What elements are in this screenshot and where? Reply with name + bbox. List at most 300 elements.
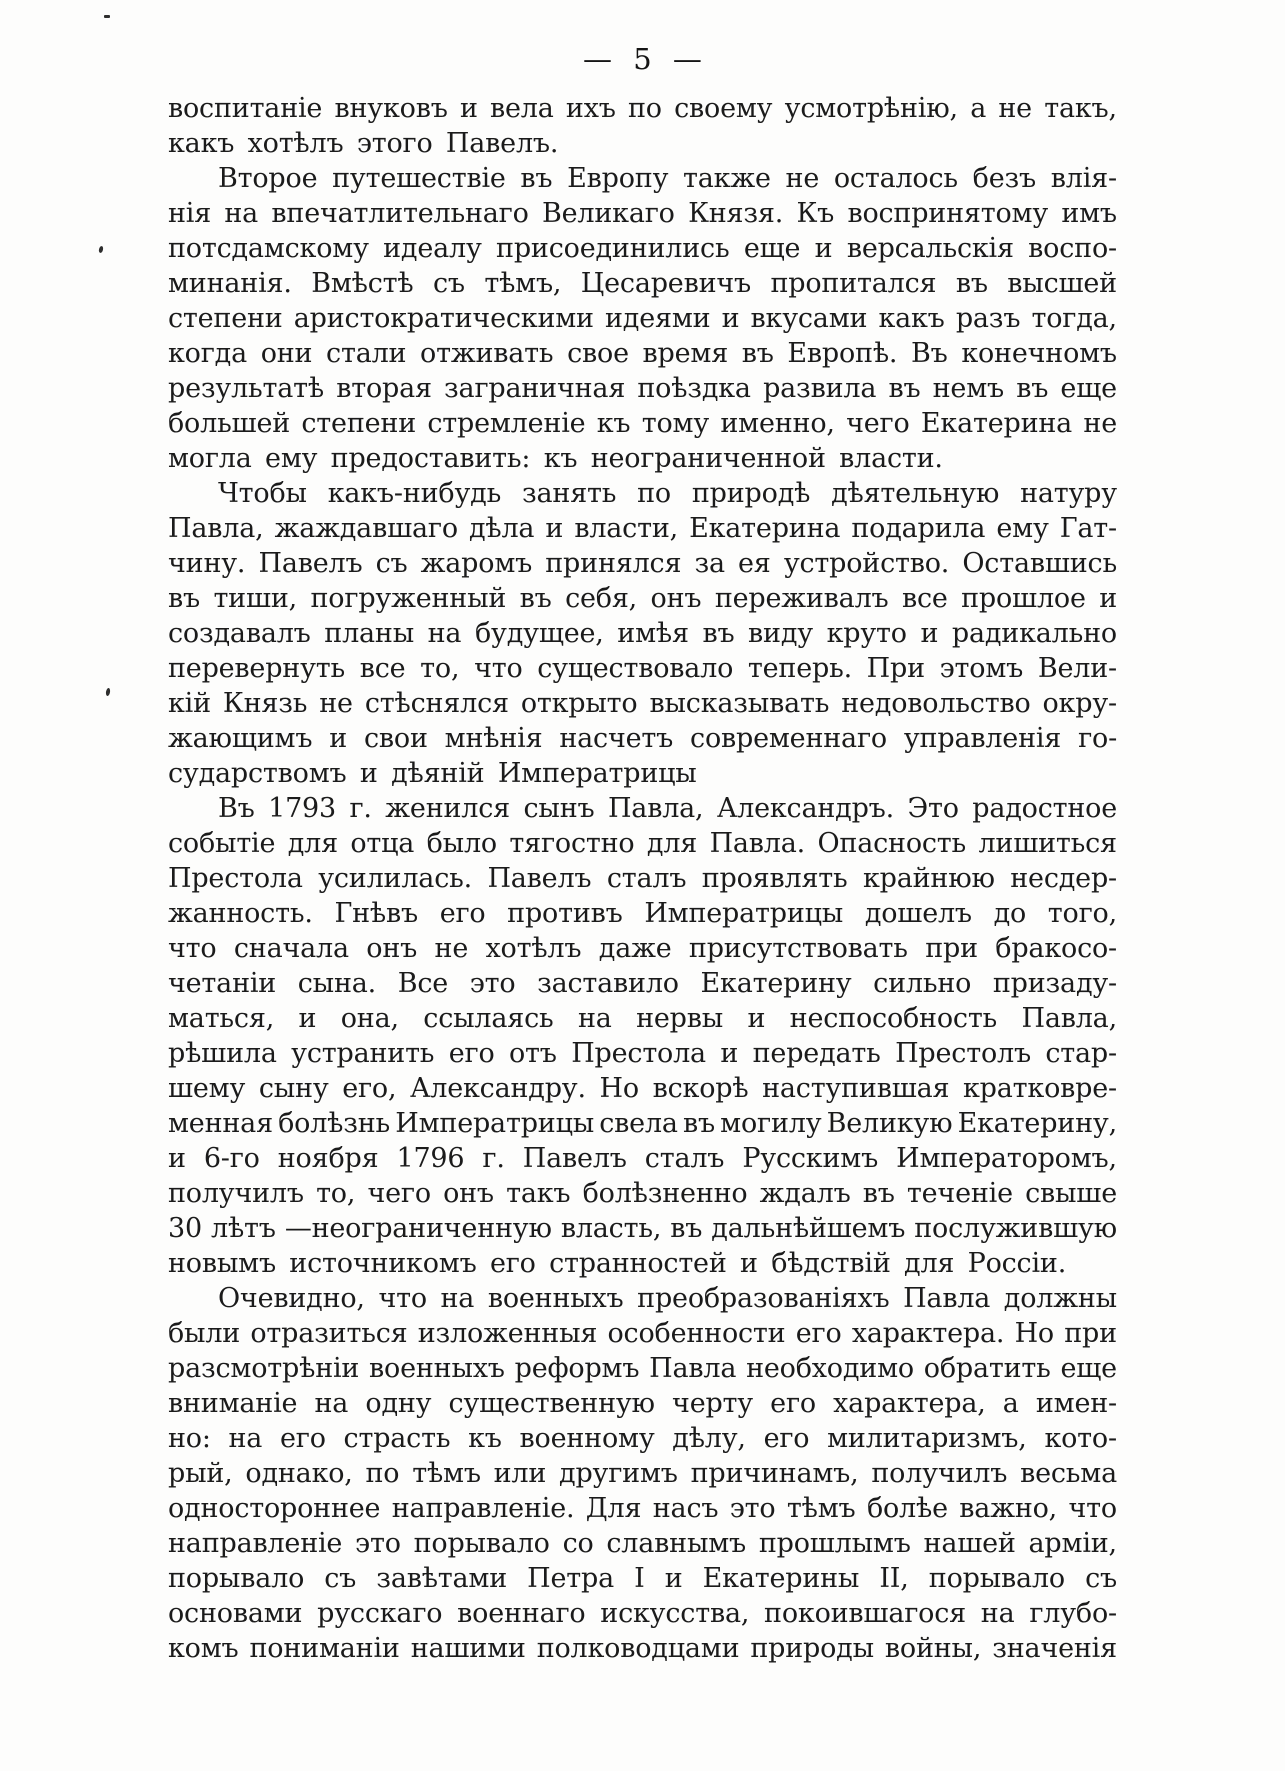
word: природы: [750, 1633, 874, 1664]
word: конечномъ: [961, 338, 1117, 369]
word: должны: [1003, 1283, 1117, 1314]
word: дѣлу,: [672, 1423, 746, 1454]
word: создавалъ: [168, 618, 311, 649]
text-line: [168, 301, 1117, 336]
word: пониманіи: [249, 1633, 400, 1664]
word: стѣснялся: [364, 688, 509, 719]
word: и: [545, 513, 564, 544]
word: Павелъ: [258, 548, 363, 579]
word: все: [359, 653, 406, 684]
word: послужившую: [914, 1213, 1117, 1244]
word: развила: [763, 373, 877, 404]
text-line: [168, 1351, 1117, 1386]
word: результатѣ: [168, 373, 324, 404]
word: съ: [432, 268, 465, 299]
word: направленіе: [168, 1528, 343, 1559]
word: рѣшила: [168, 1038, 277, 1069]
word: Престолъ: [895, 1038, 1031, 1069]
word: г.: [349, 793, 372, 824]
word: Князя.: [688, 198, 784, 229]
word: сначала: [233, 933, 349, 964]
word: сынъ: [523, 793, 595, 824]
text-line: [168, 511, 1117, 546]
word: пропитался: [770, 268, 937, 299]
word: при: [1064, 1318, 1117, 1349]
word: кій: [168, 688, 211, 719]
word: отца: [350, 828, 415, 859]
word: это: [729, 1493, 776, 1524]
word: на: [314, 1388, 349, 1419]
word: подарила: [851, 513, 986, 544]
word: высказывать: [649, 688, 830, 719]
text-line: [168, 266, 1117, 301]
word: ноября: [277, 1143, 379, 1174]
text-line: [168, 476, 1117, 511]
word: Екатерины: [702, 1563, 860, 1594]
word: сильно: [873, 968, 972, 999]
word: поѣздка: [637, 373, 751, 404]
word: Императрицы: [395, 1108, 595, 1139]
word: окру-: [1042, 688, 1117, 719]
word: свои: [363, 723, 428, 754]
word: дошелъ: [864, 898, 972, 929]
word: крайнюю: [862, 863, 995, 894]
word: и: [814, 233, 833, 264]
word: дальнѣйшемъ: [711, 1213, 906, 1244]
word: направленіе.: [391, 1493, 575, 1524]
word: управленія: [903, 723, 1062, 754]
word: сына.: [297, 968, 377, 999]
text-line: [168, 966, 1117, 1001]
word: изложенныя: [417, 1318, 598, 1349]
word: Павла: [903, 1283, 991, 1314]
word: круто: [826, 618, 907, 649]
word: отъ: [508, 1038, 557, 1069]
word: сталъ: [644, 1143, 725, 1174]
word: хотѣлъ: [485, 933, 582, 964]
word: женился: [385, 793, 511, 824]
word: съ: [375, 548, 408, 579]
word: не: [434, 933, 469, 964]
word: Но: [1014, 1318, 1054, 1349]
word: такъ: [506, 1178, 571, 1209]
page-number: — 5 —: [583, 42, 702, 76]
word: При: [866, 653, 925, 684]
word: однако,: [245, 1458, 353, 1489]
word: и: [298, 1003, 317, 1034]
text-line: [168, 161, 1117, 196]
word: заграничная: [444, 373, 626, 404]
word: его: [770, 1388, 816, 1419]
word: для: [287, 828, 338, 859]
word: Въ: [218, 793, 255, 824]
word: теперь.: [747, 653, 852, 684]
word: событіе: [168, 828, 276, 859]
word: и: [664, 1563, 683, 1594]
text-line: [168, 1526, 1117, 1561]
word: занять: [521, 478, 617, 509]
word: сталъ: [606, 863, 687, 894]
word: они: [260, 338, 313, 369]
word: вскорѣ: [652, 1073, 749, 1104]
word: также: [683, 163, 771, 194]
word: Екатерина: [920, 408, 1073, 439]
word: жаждавшаго: [274, 513, 458, 544]
word: 30: [168, 1213, 202, 1244]
word: ему: [996, 513, 1049, 544]
word: значенія: [992, 1633, 1117, 1664]
word: недовольство: [841, 688, 1031, 719]
word: кото-: [1044, 1423, 1117, 1454]
text-line: [168, 1176, 1117, 1211]
text-line: могла ему предоставить: къ неограниченной власти.: [168, 443, 943, 474]
word: дѣятельную: [831, 478, 1000, 509]
word: на: [228, 1423, 263, 1454]
word: передать: [752, 1038, 881, 1069]
text-line: [168, 721, 1117, 756]
word: лѣтъ: [211, 1213, 276, 1244]
word: Чтобы: [218, 478, 307, 509]
word: причинамъ,: [690, 1458, 859, 1489]
word: менная: [168, 1108, 273, 1139]
word: ихъ: [565, 93, 616, 124]
word: одну: [365, 1388, 432, 1419]
word: мнѣнія: [444, 723, 543, 754]
word: маться,: [168, 1003, 275, 1034]
text-line: [168, 1071, 1117, 1106]
word: стали: [326, 338, 407, 369]
word: II,: [879, 1563, 909, 1594]
word: чину.: [168, 548, 246, 579]
word: а: [1002, 1388, 1019, 1419]
word: къ: [468, 1423, 502, 1454]
word: время: [642, 338, 729, 369]
word: путешествіе: [332, 163, 506, 194]
text-line: сударствомъ и дѣяній Императрицы: [168, 758, 697, 789]
word: Второе: [218, 163, 318, 194]
word: на: [427, 618, 462, 649]
word: стар-: [1045, 1038, 1117, 1069]
scan-speck: [104, 15, 110, 18]
word: и: [747, 1003, 766, 1034]
word: нашими: [410, 1633, 526, 1664]
word: версальскія: [846, 233, 1014, 264]
word: присутствовать: [688, 933, 908, 964]
word: особенности: [607, 1318, 786, 1349]
text-line: [168, 581, 1117, 616]
word: и: [329, 723, 348, 754]
text-line: [168, 826, 1117, 861]
text-line: новымъ источникомъ его странностей и бѣдствій для Россіи.: [168, 1248, 1067, 1279]
scan-speck: [98, 246, 104, 254]
word: радикально: [951, 618, 1117, 649]
word: еще: [1060, 1353, 1117, 1384]
word: были: [168, 1318, 241, 1349]
word: въ: [862, 1178, 895, 1209]
word: характера.: [851, 1318, 1005, 1349]
word: идеалу: [383, 233, 482, 264]
word: тиши,: [213, 583, 298, 614]
word: черту: [672, 1388, 753, 1419]
word: въ: [888, 373, 921, 404]
word: болѣзненно: [582, 1178, 748, 1209]
text-line: [168, 1491, 1117, 1526]
word: къ: [596, 408, 631, 439]
word: призаду-: [992, 968, 1117, 999]
word: когда: [168, 338, 247, 369]
word: аристократическими: [293, 303, 594, 334]
word: что: [1068, 1493, 1117, 1524]
word: Петра: [527, 1563, 615, 1594]
word: еще: [743, 233, 801, 264]
word: прошлое: [961, 583, 1086, 614]
word: обратить: [923, 1353, 1051, 1384]
word: влія-: [1050, 163, 1117, 194]
text-line: [168, 1386, 1117, 1421]
word: именно,: [720, 408, 835, 439]
text-line: [168, 371, 1117, 406]
word: Въ: [911, 338, 948, 369]
word: и: [721, 303, 740, 334]
word: глубо-: [1029, 1598, 1117, 1629]
word: власти,: [574, 513, 678, 544]
text-line: [168, 1036, 1117, 1071]
word: искусства,: [600, 1598, 750, 1629]
word: Павла,: [607, 793, 704, 824]
word: неспособность: [789, 1003, 998, 1034]
word: славнымъ: [606, 1528, 747, 1559]
word: большей: [168, 408, 291, 439]
word: жающимъ: [168, 723, 313, 754]
word: русскаго: [317, 1598, 443, 1629]
text-line: [168, 896, 1117, 931]
text-line: [168, 861, 1117, 896]
word: I: [634, 1563, 645, 1594]
word: рый,: [168, 1458, 233, 1489]
word: въ: [682, 1108, 715, 1139]
word: 6-го: [203, 1143, 260, 1174]
word: воспитаніе: [168, 93, 323, 124]
word: тѣмъ: [412, 1458, 481, 1489]
word: не: [1083, 408, 1117, 439]
text-line: [168, 931, 1117, 966]
scan-speck: [105, 688, 110, 697]
word: реформъ: [514, 1353, 640, 1384]
word: свое: [567, 338, 629, 369]
word: это: [355, 1528, 401, 1559]
word: воспринятому: [847, 198, 1049, 229]
word: въ: [519, 583, 552, 614]
text-line: [168, 196, 1117, 231]
word: его: [763, 1423, 810, 1454]
word: что: [474, 653, 523, 684]
word: Очевидно,: [218, 1283, 365, 1314]
text-line: [168, 1001, 1117, 1036]
word: Императрицы: [644, 898, 844, 929]
word: Павла: [649, 1353, 737, 1384]
word: при: [925, 933, 978, 964]
word: то,: [420, 653, 460, 684]
word: имѣя: [617, 618, 689, 649]
word: чего: [367, 1178, 431, 1209]
word: четаніи: [168, 968, 277, 999]
word: тѣмъ: [786, 1493, 856, 1524]
word: военныхъ: [369, 1353, 505, 1384]
word: его,: [342, 1073, 397, 1104]
word: устранить: [291, 1038, 435, 1069]
word: кратковре-: [963, 1073, 1117, 1104]
word: на: [224, 198, 259, 229]
word: полководцами: [536, 1633, 740, 1664]
word: власть,: [560, 1213, 662, 1244]
word: вкусами: [750, 303, 868, 334]
word: покоившагося: [764, 1598, 966, 1629]
word: не: [785, 163, 820, 194]
word: чего: [846, 408, 910, 439]
word: Престола: [571, 1038, 706, 1069]
word: Павелъ: [522, 1143, 627, 1174]
word: планы: [324, 618, 415, 649]
word: безъ: [972, 163, 1036, 194]
word: вторая: [336, 373, 432, 404]
word: осталось: [833, 163, 958, 194]
word: даже: [598, 933, 672, 964]
text-line: [168, 1316, 1117, 1351]
word: Это: [907, 793, 959, 824]
word: Князь: [222, 688, 308, 719]
word: и: [1099, 583, 1117, 614]
word: разсмотрѣніи: [168, 1353, 360, 1384]
word: бракосо-: [995, 933, 1117, 964]
word: Великаго: [542, 198, 675, 229]
word: противъ: [507, 898, 623, 929]
word: природѣ: [691, 478, 811, 509]
text-line: какъ хотѣлъ этого Павелъ.: [168, 128, 559, 159]
word: теченіе: [906, 1178, 1013, 1209]
word: тогда,: [1031, 303, 1117, 334]
word: Вмѣстѣ: [311, 268, 414, 299]
word: болѣе: [866, 1493, 948, 1524]
text-line: [168, 1141, 1117, 1176]
word: жанность.: [168, 898, 313, 929]
word: не: [998, 93, 1032, 124]
word: тому: [641, 408, 710, 439]
word: получилъ: [168, 1178, 304, 1209]
word: Екатерину: [700, 968, 852, 999]
word: страсть: [343, 1423, 451, 1454]
word: то,: [316, 1178, 356, 1209]
word: войны,: [884, 1633, 982, 1664]
word: основами: [168, 1598, 303, 1629]
word: и: [168, 1143, 186, 1174]
word: Для: [585, 1493, 642, 1524]
word: насъ: [652, 1493, 719, 1524]
word: шему: [168, 1073, 246, 1104]
word: онъ: [366, 933, 418, 964]
word: проявлять: [701, 863, 848, 894]
word: 1796: [396, 1143, 465, 1174]
word: радостное: [972, 793, 1117, 824]
word: жаромъ: [420, 548, 533, 579]
word: а: [970, 93, 987, 124]
word: ссылаясь: [423, 1003, 554, 1034]
word: по: [365, 1458, 400, 1489]
text-line: [168, 91, 1117, 126]
word: Гат-: [1059, 513, 1117, 544]
word: по: [628, 93, 662, 124]
word: Александръ.: [716, 793, 895, 824]
word: порывало: [413, 1528, 550, 1559]
word: Къ: [796, 198, 835, 229]
word: переживалъ: [714, 583, 889, 614]
word: идеями: [605, 303, 711, 334]
word: преобразованіяхъ: [637, 1283, 890, 1314]
word: порывало: [928, 1563, 1065, 1594]
word: Великую: [826, 1108, 953, 1139]
word: устройство.: [783, 548, 950, 579]
word: завѣтами: [376, 1563, 508, 1594]
word: Павла.: [709, 828, 806, 859]
word: стремленіе: [427, 408, 586, 439]
word: важно,: [959, 1493, 1058, 1524]
word: военнаго: [457, 1598, 586, 1629]
word: Вели-: [1037, 653, 1117, 684]
word: своему: [674, 93, 773, 124]
word: отразиться: [250, 1318, 408, 1349]
word: виду: [748, 618, 813, 649]
word: открыто: [520, 688, 638, 719]
word: имъ: [1061, 198, 1117, 229]
text-line: [168, 651, 1117, 686]
word: наступившая: [762, 1073, 950, 1104]
word: Опасность: [817, 828, 967, 859]
word: одностороннее: [168, 1493, 381, 1524]
word: немъ: [932, 373, 1004, 404]
word: еще: [1060, 373, 1117, 404]
word: Но: [599, 1073, 639, 1104]
word: за: [694, 548, 725, 579]
word: такъ,: [1044, 93, 1117, 124]
word: болѣзнь: [278, 1108, 391, 1139]
word: минанія.: [168, 268, 292, 299]
word: насчетъ: [559, 723, 674, 754]
text-line: [168, 686, 1117, 721]
word: на: [577, 1003, 612, 1034]
word: Цесаревичъ: [580, 268, 752, 299]
word: или: [493, 1458, 547, 1489]
word: —неограниченную: [284, 1213, 552, 1244]
word: того,: [1047, 898, 1117, 929]
word: все: [901, 583, 948, 614]
text-block: [168, 91, 1117, 1666]
word: существенную: [448, 1388, 655, 1419]
word: дѣла: [468, 513, 535, 544]
word: степени: [168, 303, 283, 334]
word: что: [168, 933, 217, 964]
word: и: [920, 618, 939, 649]
word: Оставшись: [962, 548, 1117, 579]
word: усилилась.: [318, 863, 473, 894]
word: въ: [702, 618, 735, 649]
word: присоединились: [496, 233, 730, 264]
text-line: [168, 1281, 1117, 1316]
word: необходимо: [746, 1353, 914, 1384]
word: не: [319, 688, 353, 719]
word: его: [795, 1318, 842, 1349]
word: имен-: [1035, 1388, 1117, 1419]
word: нія: [168, 198, 212, 229]
word: Престола: [168, 863, 303, 894]
